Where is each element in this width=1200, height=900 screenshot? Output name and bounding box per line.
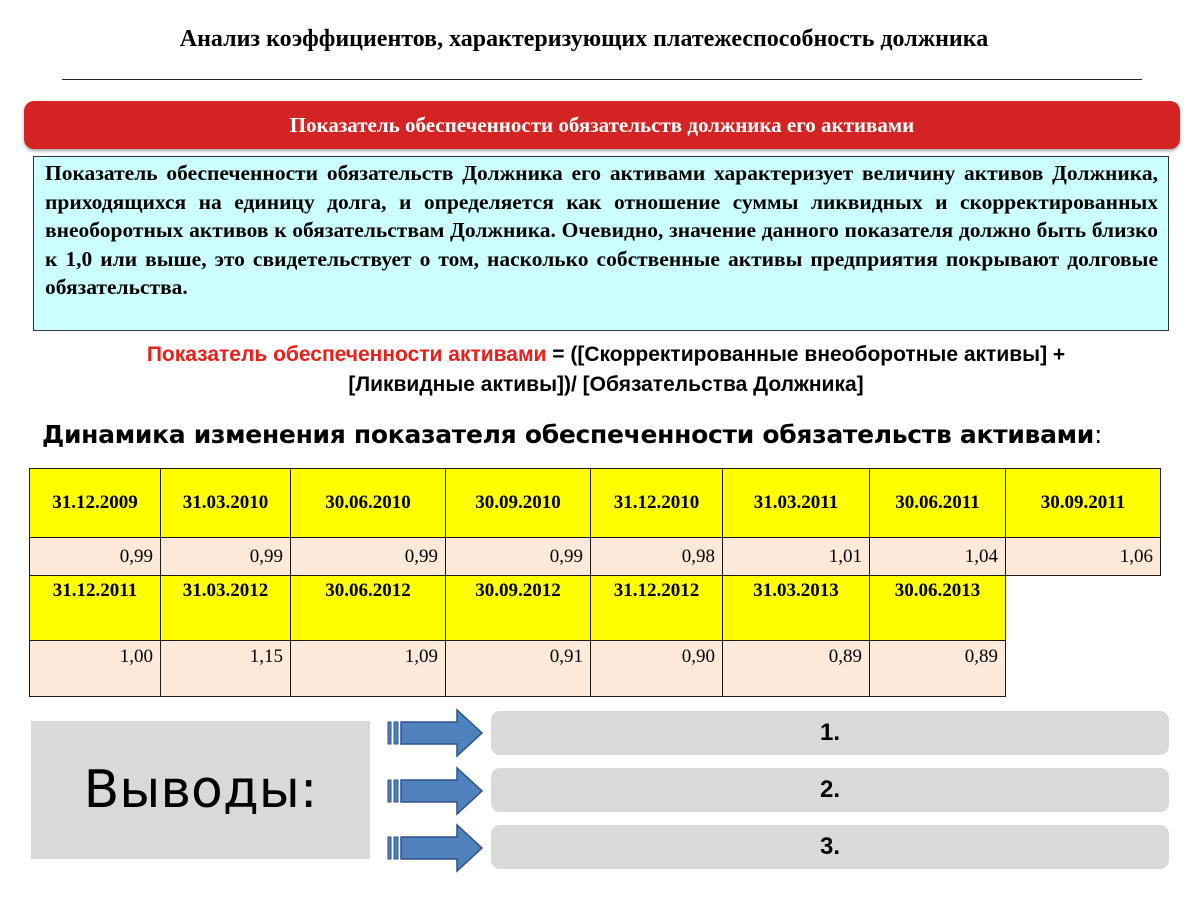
section-banner-text: Показатель обеспеченности обязательств должника его активами [289, 112, 915, 137]
conclusion-item-3 [491, 825, 1169, 869]
table-value-cell: 1,06 [1005, 537, 1161, 576]
table-date-cell: 31.03.2012 [160, 575, 291, 641]
table-date-cell: 30.06.2011 [869, 468, 1006, 538]
table-value-cell: 1,15 [160, 640, 291, 697]
formula-line-1 [0, 340, 1200, 370]
table-date-cell: 30.09.2012 [445, 575, 591, 641]
conclusions-box [31, 721, 370, 859]
right-arrow-icon [385, 707, 485, 759]
table-date-cell: 31.03.2013 [722, 575, 870, 641]
table-value-cell: 0,89 [722, 640, 870, 697]
table-value-cell: 1,01 [722, 537, 870, 576]
table-value-cell: 0,98 [590, 537, 723, 576]
table-date-cell: 31.12.2009 [29, 468, 161, 538]
table-date-cell: 31.03.2011 [722, 468, 870, 538]
conclusion-item-2 [491, 768, 1169, 812]
table-date-cell: 30.06.2013 [869, 575, 1006, 641]
table-date-cell: 31.12.2011 [29, 575, 161, 641]
page-title: Анализ коэффициентов, характеризующих платежеспособность должника [179, 26, 989, 52]
table-value-cell: 0,91 [445, 640, 591, 697]
table-value-cell: 0,99 [290, 537, 446, 576]
table-date-cell: 31.03.2010 [160, 468, 291, 538]
dynamics-title [42, 420, 1172, 449]
right-arrow-icon [385, 822, 485, 874]
table-value-cell: 0,99 [445, 537, 591, 576]
dynamics-title-text: Динамика изменения показателя обеспеченности обязательств активами [42, 420, 1094, 449]
table-date-cell: 30.09.2010 [445, 468, 591, 538]
dynamics-title-colon: : [1094, 420, 1103, 449]
description-box: Показатель обеспеченности обязательств Должника его активами характеризует величину активов Должника, приходящихся на единицу долга, и определяется как отношение суммы ликвидных и скорректированных внеоборотных активов к обязательствам Должника. Очевидно, значение данного показателя должно быть близко к 1,0 или выше, это свидетельствует о том, насколько собственные активы предприятия покрывают долговые обязательства. [33, 156, 1169, 331]
section-banner [24, 101, 1180, 149]
table-date-cell: 30.06.2010 [290, 468, 446, 538]
conclusion-item-1-label: 1. [819, 719, 840, 746]
formula-highlight: Показатель обеспеченности активами [146, 343, 547, 366]
formula-line-2: [Ликвидные активы])/ [Обязательства Должника] [348, 373, 864, 396]
conclusion-item-2-label: 2. [819, 776, 840, 803]
right-arrow-icon [385, 765, 485, 817]
conclusions-label: Выводы: [83, 760, 318, 820]
table-value-cell: 1,09 [290, 640, 446, 697]
formula [0, 340, 1200, 400]
table-date-cell: 31.12.2012 [590, 575, 723, 641]
table-value-cell: 0,99 [160, 537, 291, 576]
table-date-cell: 31.12.2010 [590, 468, 723, 538]
table-date-cell: 30.06.2012 [290, 575, 446, 641]
table-value-cell: 0,99 [29, 537, 161, 576]
formula-line-1-rest: = ([Скорректированные внеоборотные активы] + [546, 343, 1066, 366]
title-divider [62, 79, 1142, 80]
table-value-cell: 1,00 [29, 640, 161, 697]
table-value-cell: 1,04 [869, 537, 1006, 576]
table-date-cell: 30.09.2011 [1005, 468, 1161, 538]
table-value-cell: 0,89 [869, 640, 1006, 697]
table-value-cell: 0,90 [590, 640, 723, 697]
conclusion-item-3-label: 3. [819, 833, 840, 860]
conclusion-item-1 [491, 711, 1169, 755]
